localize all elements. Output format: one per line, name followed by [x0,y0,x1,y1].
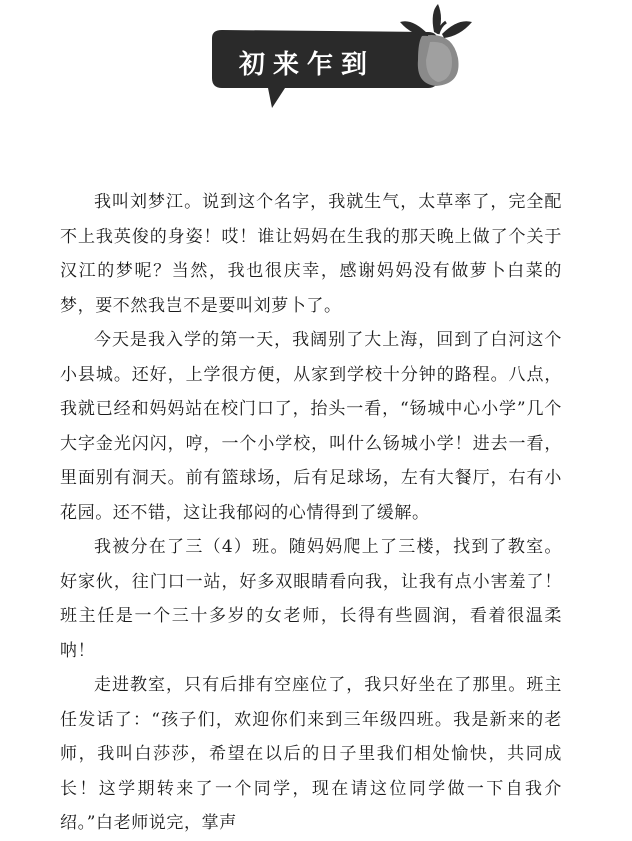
paragraph: 我叫刘梦江。说到这个名字，我就生气，太草率了，完全配不上我英俊的身姿！哎！谁让妈妈在生我的那天晚上做了个关于汉江的梦呢？当然，我也很庆幸，感谢妈妈没有做萝卜白菜的梦，要不然我岂不是要叫刘萝卜了。 [60,192,562,316]
chapter-title-banner [190,0,480,115]
article-body [60,185,562,841]
paragraph: 今天是我入学的第一天，我阔别了大上海，回到了白河这个小县城。还好，上学很方便，从家到学校十分钟的路程。八点，我就已经和妈妈站在校门口了，抬头一看，“钖城中心小学”几个大字金光闪闪，哼，一个小学校，叫什么钖城小学！进去一看，里面别有洞天。前有篮球场，后有足球场，左有大餐厅，右有小花园。还不错，这让我郁闷的心情得到了缓解。 [60,330,562,523]
paragraph: 走进教室，只有后排有空座位了，我只好坐在了那里。班主任发话了：“孩子们，欢迎你们来到三年级四班。我是新来的老师，我叫白莎莎，希望在以后的日子里我们相处愉快，共同成长！这学期转来了一个同学，现在请这位同学做一下自我介绍。”白老师说完，掌声 [60,675,562,833]
chapter-title: 初来乍到 [238,50,375,80]
paragraph: 我被分在了三（4）班。随妈妈爬上了三楼，找到了教室。好家伙，往门口一站，好多双眼睛看向我，让我有点小害羞了！班主任是一个三十多岁的女老师，长得有些圆润，看着很温柔呐！ [60,537,562,661]
